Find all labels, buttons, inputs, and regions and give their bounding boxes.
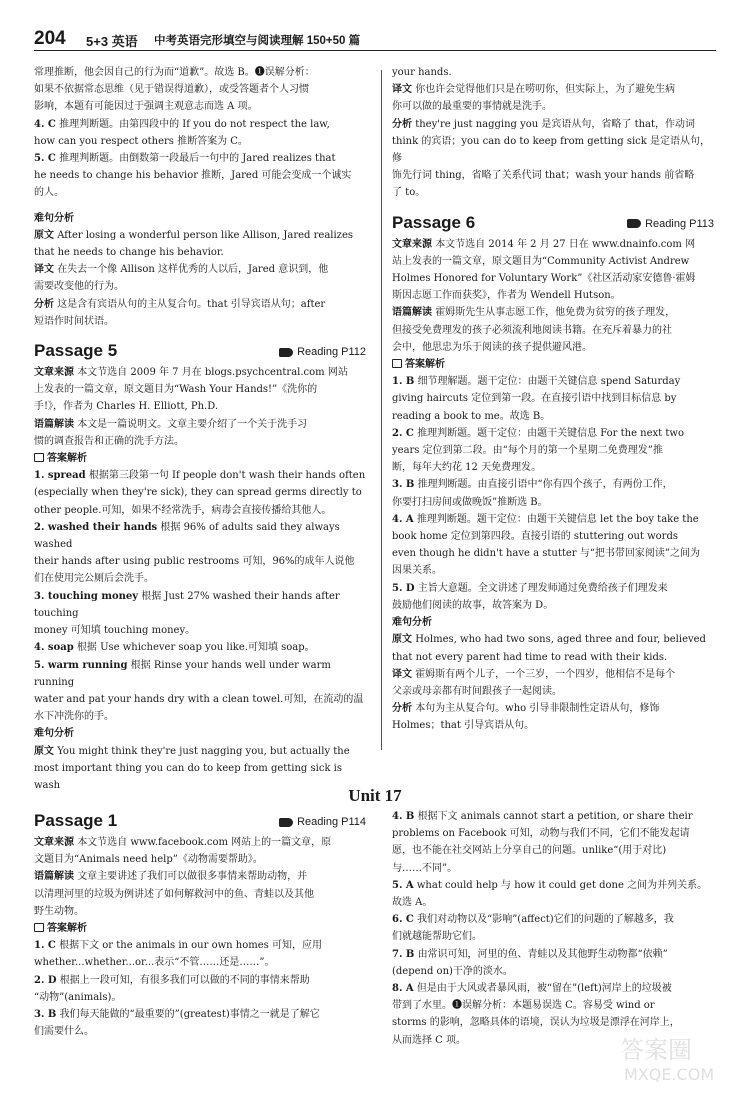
passage-5-header-reading [279, 339, 366, 365]
answer-item-text: 们在使用完公厕后会洗手。 [34, 573, 154, 585]
difficult-item [34, 261, 370, 295]
passage-6-genre-text: 会中，他思忠为乐于阅读的孩子提供避风港。 [392, 341, 592, 353]
svg-text:MXQE.COM: MXQE.COM [624, 1065, 715, 1084]
difficult-item-text: After losing a wonderful person like Allison, Jared realizes [57, 229, 353, 241]
unit-passage-1-header-reading-text: Reading P114 [297, 816, 366, 828]
answer-item-label: 1. B [392, 376, 415, 388]
answer-item [392, 425, 718, 477]
passage-5-source-text: 手!》，作者为 Charles H. Elliott, Ph.D. [34, 401, 219, 413]
answer-lock-icon [34, 453, 44, 462]
answer-item [392, 476, 718, 510]
unit-left-column [34, 808, 370, 1040]
pointing-hand-icon [279, 818, 293, 827]
answer-item-text: their hands after using public restrooms 可知，96%的成年人说他 [34, 556, 355, 568]
answer-item-text: 根据 Use whichever soap you like.可知填 soap。 [76, 642, 315, 654]
answer-item-line [34, 1023, 370, 1040]
passage-6-answers-title-text: 答案解析 [405, 359, 445, 371]
difficult-item-line [392, 666, 718, 683]
difficult-item-label: 原文 [34, 229, 54, 241]
answer-item-label: 2. washed their hands [34, 521, 158, 533]
answer-item-line [34, 184, 370, 201]
answer-item [392, 511, 718, 580]
answer-item-text: 根据 Rinse your hands well under warm running [34, 659, 331, 688]
answer-item-line [34, 484, 370, 501]
answer-item [34, 639, 370, 656]
passage-5-genre-line [34, 416, 370, 433]
header-rule [34, 50, 716, 51]
passage-6-genre-line [392, 339, 718, 356]
watermark-logo [616, 1030, 736, 1086]
answer-item-line [392, 808, 718, 825]
answer-item-line [34, 972, 370, 989]
difficult-item-text: that not every parent had time to read with their kids. [392, 651, 668, 663]
answer-item-line [392, 442, 718, 459]
answer-item-text: 与……不同”。 [392, 862, 458, 874]
answer-item-line [392, 825, 718, 842]
passage-5-source-line [34, 398, 370, 415]
unit-passage-1-genre-text: 文章主要讲述了我们可以做很多事情来帮助动物，并 [77, 871, 308, 883]
spacer [392, 202, 718, 210]
answer-item-text: 根据第三段第一句 If people don't wash their hands often [88, 470, 366, 482]
passage-6-genre-text: 但接受免费理发的孩子必须流利地阅读书籍。在充斥着暴力的社 [392, 324, 672, 336]
difficult-item-text: 需要改变他的行为。 [34, 281, 124, 293]
answer-item [34, 519, 370, 588]
passage-6-header-reading-text: Reading P113 [645, 217, 714, 230]
answer-item-line [34, 150, 370, 167]
difficult-item-text: that he needs to change his behavior. [34, 247, 224, 259]
answer-lock-icon [34, 923, 44, 932]
passage-5-source-line [34, 364, 370, 381]
passage-6-source-line [392, 270, 718, 287]
answer-item-text: what could help 与 how it could get done 之间为并列关系。 [416, 879, 708, 891]
answer-item-text: years 定位到第二段。由“每个月的第一个星期二免费理发”推 [392, 445, 663, 457]
answer-item-text: 我们对动物以及“影响”(affect)它们的问题的了解越多，我 [417, 914, 674, 926]
answer-item-label: 1. C [34, 940, 56, 952]
difficult-item-text: 在失去一个像 Allison 这样优秀的人以后，Jared 意识到，他 [57, 264, 329, 276]
answer-item-label: 3. B [34, 1009, 57, 1021]
difficult-item-text: Holmes；that 引导宾语从句。 [392, 720, 535, 732]
passage-6-answers-title [392, 356, 718, 373]
answer-item-line [392, 597, 718, 614]
answer-item-line [392, 877, 718, 894]
difficult-item-line [392, 133, 718, 167]
passage-5-source-text: 本文节选自 2009 年 7 月在 blogs.psychcentral.com 网站 [77, 367, 348, 379]
answer-item-label: 2. D [34, 974, 57, 986]
answer-item [392, 373, 718, 425]
answer-item-text: 主旨大意题。全文讲述了理发师通过免费给孩子们理发来 [417, 582, 668, 594]
passage-6-source-line [392, 253, 718, 270]
passage-5-source-line [34, 381, 370, 398]
difficult-item-label: 分析 [392, 703, 412, 715]
difficult-item-line [392, 631, 718, 648]
difficult-item-line [392, 683, 718, 700]
answer-item-text: 我们每天能做的“最重要的”(greatest)事情之一就是了解它 [59, 1009, 320, 1021]
answer-item [392, 877, 718, 911]
passage-6-source-text: 斯因志愿工作而获奖》，作者为 Wendell Hutson。 [392, 290, 621, 302]
answer-item-label: 3. touching money [34, 590, 139, 602]
answer-item-text: 根据下文 or the animals in our own homes 可知，应用 [59, 940, 322, 952]
answer-item-text: 根据 96% of adults said they always washed [34, 521, 340, 551]
answer-item-line [34, 133, 370, 150]
difficult-item-text: 短语作时间状语。 [34, 315, 114, 327]
unit-passage-1-answers-title-text: 答案解析 [47, 923, 87, 935]
passage-6-source-text: Holmes Honored for Voluntary Work”《社区活动家安德鲁·霍姆 [392, 273, 696, 285]
difficult-item-line [34, 244, 370, 261]
answer-item-line [392, 528, 718, 545]
passage-6-header [392, 210, 718, 236]
passage-6-difficult-title-text: 难句分析 [392, 617, 432, 629]
difficult-item-line [34, 278, 370, 295]
answer-item-line [392, 425, 718, 442]
unit-passage-1-genre-text: 以清理河里的垃圾为例讲述了如何解救河中的鱼、青蛙以及其他 [34, 888, 314, 900]
unit-passage-1-answers-title [34, 920, 370, 937]
answer-item-line [392, 545, 718, 562]
answer-item-line [392, 390, 718, 407]
answer-item-label: 4. soap [34, 642, 74, 654]
answer-item-line [34, 1006, 370, 1023]
answer-item-text: 鼓励他们阅读的故事，故答案为 D。 [392, 599, 554, 611]
answer-item-line [392, 408, 718, 425]
answer-item-label: 6. C [392, 914, 414, 926]
answer-item [34, 588, 370, 640]
answer-item-text: money 可知填 touching money。 [34, 625, 196, 637]
answer-item-text: “动物”(animals)。 [34, 991, 122, 1003]
passage-5-answers-title-text: 答案解析 [47, 453, 87, 465]
difficult-item-line [34, 313, 370, 330]
answer-item-line [34, 937, 370, 954]
intro-line: 如果不依据常态思维（见于错误得道歉），或受答题者个人习惯 [34, 84, 309, 96]
spacer [34, 202, 370, 210]
answer-item-line [392, 580, 718, 597]
difficult-item [34, 296, 370, 330]
passage-5-header-reading-text: Reading P112 [297, 346, 366, 359]
answer-item-line [392, 946, 718, 963]
spacer [34, 330, 370, 338]
answer-item-label: 5. A [392, 879, 414, 891]
answer-item-text: 断，每年大约花 12 天免费理发。 [392, 462, 542, 474]
passage-5-genre-line [34, 433, 370, 450]
unit-passage-1-source-line [34, 851, 370, 868]
answer-item-text: 推理判断题。题干定位：由题干关键信息 For the next two [417, 427, 684, 439]
answer-item-text: 带到了水里。❶误解分析：本题易误选 C。容易受 wind or [392, 1000, 655, 1012]
answer-item-line [34, 954, 370, 971]
difficult-item [392, 116, 718, 202]
answer-item-text: 愿，也不能在社交网站上分享自己的问题。unlike“(用于对比) [392, 845, 667, 857]
answer-item-line [34, 622, 370, 639]
answer-item-text: 推理判断题。由倒数第一段最后一句中的 Jared realizes that [59, 153, 336, 165]
answer-item-text: book home 定位到第四段。直接引语的 stuttering out words [392, 531, 678, 543]
passage-5-difficult-title-text: 难句分析 [34, 728, 74, 740]
difficult-item-text: 霍姆斯有两个儿子，一个三岁，一个四岁，他相信不是每个 [415, 668, 676, 680]
passage-5-difficult-title [34, 725, 370, 742]
answer-item-line [34, 467, 370, 484]
intro-line: 常理推断，他会因自己的行为而“道歉”。故选 B。❶误解分析： [34, 67, 315, 78]
answer-item-text: 细节理解题。题干定位：由题干关键信息 spend Saturday [417, 376, 681, 388]
passage-6-genre-line [392, 304, 718, 321]
passage-6-genre-text: 霍姆斯先生从事志愿工作，他免费为贫穷的孩子理发， [435, 307, 676, 319]
difficult-item-text: 父亲或母亲都有时间跟孩子一起阅读。 [392, 685, 562, 697]
unit-passage-1-header-reading [279, 809, 366, 835]
passage-6-source-line [392, 287, 718, 304]
answer-item-label: 5. C [34, 153, 56, 165]
difficult-item-line [34, 296, 370, 313]
difficult-item-line [392, 649, 718, 666]
answer-item-text: 根据下文 animals cannot start a petition, or share their [417, 811, 693, 822]
answer-item-line [34, 639, 370, 656]
difficult-item-label: 原文 [34, 745, 54, 757]
difficult-item-line [34, 743, 370, 760]
difficult-item-text: they're just nagging you 是宾语从句，省略了 that，作动词 [415, 118, 696, 130]
unit-passage-1-genre-line [34, 903, 370, 920]
answer-item [392, 946, 718, 980]
answer-item-label: 7. B [392, 948, 415, 960]
answer-item-text: reading a book to me。故选 B。 [392, 410, 551, 422]
difficult-item-text: most important thing you can do to keep from getting sick is wash [34, 762, 343, 791]
answer-item-text: 推理判断题。题干定位：由题干关键信息 let the boy take the [416, 513, 699, 525]
answer-item-line [34, 553, 370, 570]
pointing-hand-icon [627, 219, 641, 228]
passage-6-header-title: Passage 6 [392, 212, 476, 232]
unit-passage-1-genre-label: 语篇解读 [34, 871, 74, 883]
difficult-item [34, 227, 370, 261]
answer-item-line [392, 459, 718, 476]
passage-5-answers-title [34, 450, 370, 467]
answer-item-text: 的人。 [34, 187, 64, 199]
answer-item [34, 467, 370, 519]
difficult-title [34, 210, 370, 227]
unit-passage-1-genre-line [34, 886, 370, 903]
answer-item-text: water and pat your hands dry with a clean towel.可知，在流动的温 [34, 693, 364, 705]
answer-item-label: 4. A [392, 513, 414, 525]
answer-item-line [392, 997, 718, 1014]
answer-item-line [392, 928, 718, 945]
passage-6-header-reading [627, 211, 714, 237]
answer-item-line [392, 842, 718, 859]
brand-name: 5+3 英语 [86, 34, 138, 49]
answer-item-text: 由常识可知，河里的鱼、青蛙以及其他野生动物都“依赖” [417, 948, 668, 960]
difficult-item [392, 631, 718, 665]
answer-item-label: 4. B [392, 811, 415, 822]
answer-item [392, 580, 718, 614]
passage-5-header [34, 338, 370, 364]
answer-item-line [34, 502, 370, 519]
answer-item-line [34, 116, 370, 133]
difficult-item-line [392, 717, 718, 734]
passage-6-difficult-title [392, 614, 718, 631]
difficult-item-line [392, 184, 718, 201]
difficult-item-label: 分析 [392, 118, 412, 130]
difficult-item-line [392, 81, 718, 98]
unit-passage-1-genre-line [34, 868, 370, 885]
answer-item-text: storms 的影响，忽略具体的语境，误认为垃圾是漂浮在河岸上， [392, 1017, 680, 1029]
answer-item-line [392, 562, 718, 579]
answer-item-line [392, 476, 718, 493]
answer-item [34, 116, 370, 150]
difficult-item-text: Holmes, who had two sons, aged three and four, believed [415, 634, 706, 646]
difficult-item-label: 原文 [392, 634, 412, 646]
answer-item-text: 但是由于大风或者暴风雨，被“留在”(left)河岸上的垃圾被 [416, 983, 672, 995]
answer-item [34, 972, 370, 1006]
answer-item-text: (especially when they're sick), they can spread germs directly to [34, 487, 362, 499]
answer-item-text: 从而选择 C 项。 [392, 1034, 467, 1046]
answer-item-line [34, 657, 370, 691]
book-title: 中考英语完形填空与阅读理解 150+50 篇 [154, 35, 361, 47]
passage-5-header-title: Passage 5 [34, 341, 118, 361]
difficult-item [392, 666, 718, 700]
answer-item-line [392, 860, 718, 877]
answer-item-text: problems on Facebook 可知，动物与我们不同，它们不能发起请 [392, 828, 690, 840]
difficult-item-line [392, 116, 718, 133]
answer-item-text: even though he didn't have a stutter 与“把书带回家阅读”之间为 [392, 548, 700, 560]
answer-item-label: 2. C [392, 427, 414, 439]
answer-item [34, 657, 370, 726]
unit-passage-1-source-line [34, 834, 370, 851]
answer-item-text: 根据 Just 27% washed their hands after touching [34, 590, 340, 619]
answer-item-text: giving haircuts 定位到第一段。在直接引语中找到目标信息 by [392, 393, 677, 405]
answer-item-line [392, 494, 718, 511]
passage-5-genre-text: 惯的调查报告和正确的洗手方法。 [34, 435, 184, 447]
answer-item-text: how can you respect others 推断答案为 C。 [34, 135, 248, 147]
answer-item-text: 水下冲洗你的手。 [34, 711, 114, 723]
answer-item-label: 5. warm running [34, 659, 128, 671]
unit-passage-1-source-label: 文章来源 [34, 837, 74, 848]
answer-item [34, 937, 370, 971]
answer-item-line [34, 570, 370, 587]
answer-item-text: whether...whether...or...表示“不管……还是……”。 [34, 957, 275, 969]
pointing-hand-icon [279, 348, 293, 357]
answer-item-line [34, 691, 370, 708]
answer-item-line [392, 373, 718, 390]
answer-item-label: 1. spread [34, 470, 86, 482]
difficult-item-label: 译文 [392, 668, 412, 680]
answer-item [34, 150, 370, 202]
difficult-item-text: 本句为主从复合句。who 引导非限制性定语从句，修饰 [415, 703, 660, 715]
answer-item-text: 根据上一段可知，有很多我们可以做的不同的事情来帮助 [59, 974, 310, 986]
left-column-top [34, 64, 370, 794]
answer-item-label: 4. C [34, 118, 56, 130]
passage-6-source-text: 站上发表的一篇文章，原文题目为“Community Activist Andrew [392, 255, 690, 267]
answer-item-line [392, 894, 718, 911]
answer-item-text: 推理判断题。由直接引语中“你有四个孩子，有两份工作， [417, 479, 673, 491]
intro-line: 影响，本题有可能因过于强调主观意志而选 A 项。 [34, 101, 258, 113]
unit-passage-1-header-title: Passage 1 [34, 811, 118, 830]
difficult-item-text: 饰先行词 thing，省略了关系代词 that；wash your hands 前省略 [392, 170, 695, 182]
unit-passage-1-source-text: 本文节选自 www.facebook.com 网站上的一篇文章，原 [77, 837, 332, 848]
difficult-item-text: 这是含有宾语从句的主从复合句。that 引导宾语从句；after [57, 298, 326, 310]
unit-right-column [392, 808, 718, 1049]
answer-item-label: 3. B [392, 479, 415, 491]
difficult-item-line [392, 167, 718, 184]
passage-5-source-text: 上发表的一篇文章，原文题目为“Wash Your Hands!”《洗你的 [34, 384, 318, 396]
difficult-item-line [392, 700, 718, 717]
difficult-item-line [34, 227, 370, 244]
answer-item-text: 你要打扫房间或做晚饭”推断选 B。 [392, 496, 548, 508]
answer-item [392, 808, 718, 877]
difficult-item-label: 分析 [34, 298, 54, 310]
answer-item-text: 们就越能帮助它们。 [392, 931, 482, 943]
difficult-item-text: 你也许会觉得他们只是在唠叨你，但实际上，为了避免生病 [415, 84, 676, 96]
passage-6-source-text: 本文节选自 2014 年 2 月 27 日在 www.dnainfo.com 网 [435, 238, 696, 250]
answer-item [392, 911, 718, 945]
page-number: 204 [34, 28, 66, 49]
passage-6-source-label: 文章来源 [392, 238, 432, 250]
answer-item-line [392, 911, 718, 928]
answer-item-text: (depend on)干净的淡水。 [392, 965, 513, 977]
answer-item-line [392, 963, 718, 980]
svg-text:答案圈: 答案圈 [620, 1036, 692, 1064]
answer-item-line [34, 989, 370, 1006]
answer-item-line [34, 519, 370, 553]
answer-item-line [34, 167, 370, 184]
passage-6-source-line [392, 236, 718, 253]
answer-item-label: 8. A [392, 983, 414, 995]
answer-lock-icon [392, 359, 402, 368]
passage-6-genre-line [392, 322, 718, 339]
answer-item-line [392, 980, 718, 997]
difficult-item [392, 700, 718, 734]
difficult-item-text: 了 to。 [392, 187, 426, 199]
answer-item-line [392, 511, 718, 528]
continued-line: your hands. [392, 67, 452, 78]
answer-item-line [34, 588, 370, 622]
difficult-item-label: 译文 [392, 84, 412, 96]
answer-item-label: 5. D [392, 582, 415, 594]
difficult-item-line [392, 98, 718, 115]
answer-item-text: 故选 A。 [392, 897, 433, 909]
answer-item-text: 们需要什么。 [34, 1026, 94, 1038]
column-divider [381, 70, 382, 750]
answer-item [34, 1006, 370, 1040]
answer-item-line [34, 708, 370, 725]
difficult-item-text: You might think they're just nagging you, but actually the [57, 745, 350, 757]
difficult-item-text: 你可以做的最重要的事情就是洗手。 [392, 101, 552, 113]
difficult-item-label: 译文 [34, 264, 54, 276]
answer-item-text: other people.可知，如果不经常洗手，病毒会直接传播给其他人。 [34, 504, 332, 516]
passage-5-genre-label: 语篇解读 [34, 418, 74, 430]
answer-item-text: 推理判断题。由第四段中的 If you do not respect the law, [59, 118, 330, 130]
answer-item-text: he needs to change his behavior 推断，Jared 可能会变成一个诚实 [34, 170, 352, 182]
right-column-top [392, 64, 718, 735]
unit-passage-1-genre-text: 野生动物。 [34, 905, 84, 917]
difficult-title-text: 难句分析 [34, 212, 74, 224]
answer-item-text: 因果关系。 [392, 565, 442, 577]
passage-5-genre-text: 本文是一篇说明文。文章主要介绍了一个关于洗手习 [77, 418, 308, 430]
passage-5-source-label: 文章来源 [34, 367, 74, 379]
unit-passage-1-source-text: 文题目为“Animals need help”《动物需要帮助》。 [34, 854, 263, 866]
difficult-item-text: think 的宾语；you can do to keep from getting sick 是定语从句，修 [392, 135, 711, 165]
difficult-item [392, 81, 718, 115]
unit-title: Unit 17 [348, 786, 402, 805]
passage-6-genre-label: 语篇解读 [392, 307, 432, 319]
difficult-item-line [34, 261, 370, 278]
unit-passage-1-header [34, 808, 370, 834]
